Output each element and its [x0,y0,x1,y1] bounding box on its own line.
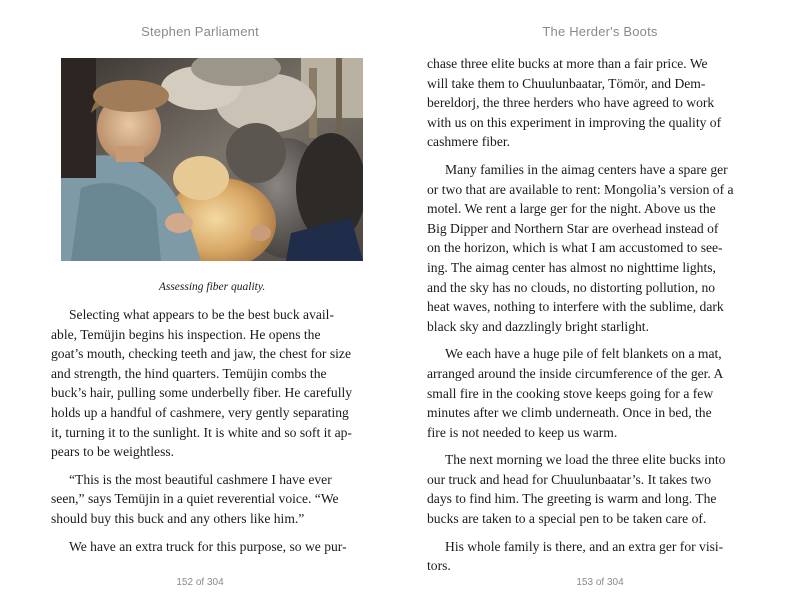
text-line: goat’s mouth, checking teeth and jaw, the chest for size [51,346,351,362]
text-line: pears to be weightless. [51,444,175,460]
text-line: bereldorj, the three herders who have agreed to work [427,95,715,111]
text-line: it, turning it to the sunlight. It is white and so soft it ap- [51,424,352,440]
text-line: Many families in the aimag centers have a spare ger [445,161,728,177]
text-line: holds up a handful of cashmere, very gently separating [51,404,349,420]
text-line: should buy this buck and any others like him.” [51,510,305,526]
text-line: tors. [427,558,451,574]
text-line: or two that are available to rent: Mongolia’s version of a [427,181,734,197]
text-line: motel. We rent a large ger for the night. Above us the [427,201,716,217]
text-line: Big Dipper and Northern Star are overhead instead of [427,220,719,236]
text-line: We have an extra truck for this purpose, so we pur- [69,538,347,554]
text-line: days to find him. The greeting is warm and long. The [427,491,717,507]
paragraph [427,54,753,152]
left-body-text [51,305,371,564]
paragraph [427,344,753,442]
text-line: with us on this experiment in improving the quality of [427,114,722,130]
text-line: The next morning we load the three elite bucks into [445,452,726,468]
text-line: seen,” says Temüjin in a quiet reverential voice. “We [51,491,339,507]
paragraph [51,305,371,462]
text-line: chase three elite bucks at more than a fair price. We [427,56,708,71]
text-line: will take them to Chuulunbaatar, Tömör, and Dem- [427,75,706,91]
text-line: our truck and head for Chuulunbaatar’s. It takes two [427,471,712,487]
paragraph [427,450,753,528]
text-line: arranged around the inside circumference of the ger. A [427,365,724,381]
text-line: His whole family is there, and an extra ger for visi- [445,538,724,554]
running-head-author: Stephen Parliament [141,24,259,39]
text-line: able, Temüjin begins his inspection. He opens the [51,326,321,342]
right-body-text [427,54,753,584]
text-line: fire is not needed to keep us warm. [427,424,618,440]
text-line: minutes after we climb underneath. Once in bed, the [427,405,712,421]
text-line: “This is the most beautiful cashmere I have ever [69,471,332,487]
photo-illustration [61,58,363,261]
text-line: and the sky has no clouds, no distorting pollution, no [427,279,716,295]
herder-photo [61,58,363,261]
paragraph [51,470,371,529]
text-line: cashmere fiber. [427,134,511,150]
running-head-title: The Herder's Boots [542,24,658,39]
right-page[interactable] [400,0,800,600]
text-line: We each have a huge pile of felt blankets on a mat, [445,346,722,362]
photo-caption: Assessing fiber quality. [158,281,266,293]
paragraph [427,160,753,336]
text-line: and strength, the hind quarters. Temüjin combs the [51,365,327,381]
paragraph [51,537,371,557]
text-line: on the horizon, which is what I am accustomed to see- [427,240,723,256]
text-line: ing. The aimag center has almost no nighttime lights, [427,259,716,275]
text-line: bucks are taken to a special pen to be taken care of. [427,511,707,527]
text-line: black sky and dazzlingly bright starlight. [427,318,649,334]
text-line: small fire in the cooking stove keeps going for a few [427,385,714,401]
page-number-right: 153 of 304 [576,577,624,588]
page-number-left: 152 of 304 [176,577,224,588]
text-line: buck’s hair, pulling some underbelly fiber. He carefully [51,385,353,401]
paragraph [427,537,753,576]
text-line: Selecting what appears to be the best buck avail- [69,307,334,322]
text-line: heat waves, nothing to interfere with the sublime, dark [427,299,724,315]
